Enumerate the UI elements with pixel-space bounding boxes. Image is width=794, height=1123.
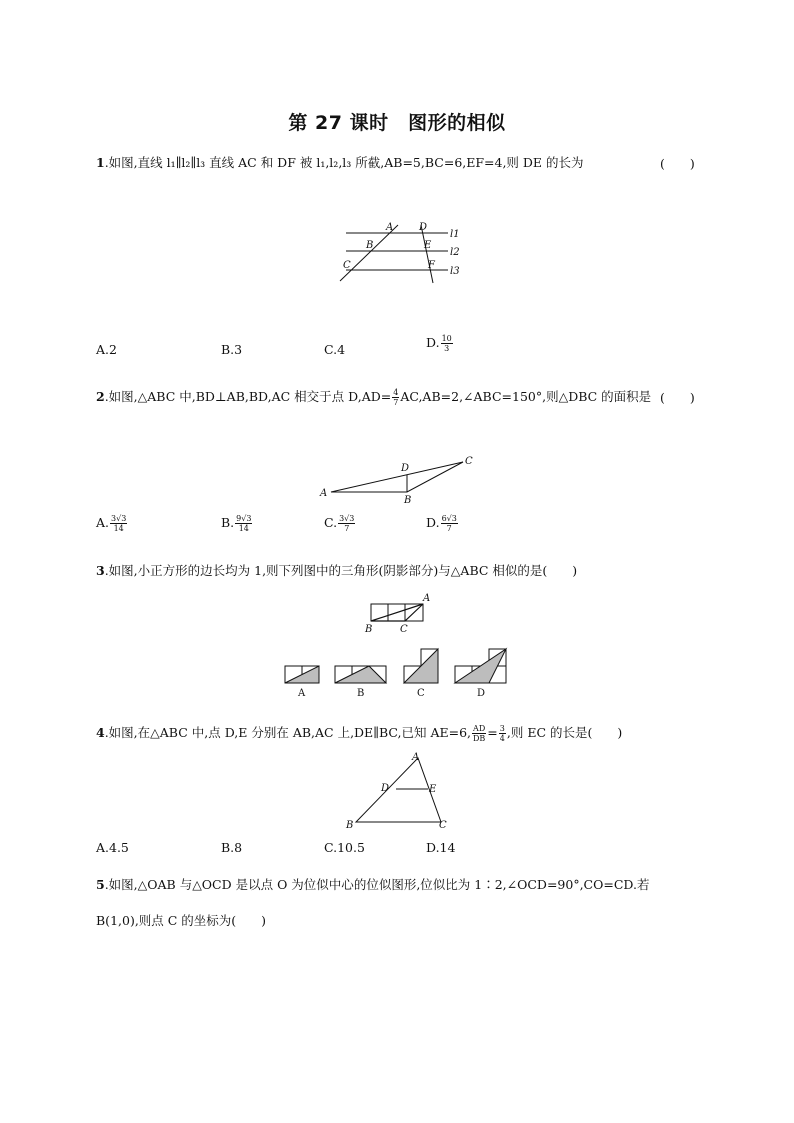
label-option-a: A bbox=[298, 688, 306, 699]
option-prefix: C. bbox=[324, 515, 338, 530]
question-3 bbox=[96, 562, 577, 580]
question-text: .如图,小正方形的边长均为 1,则下列图中的三角形(阴影部分)与△ABC 相似的是( ) bbox=[104, 563, 578, 578]
figure-triangle-abc bbox=[315, 452, 480, 504]
option-b: B.8 bbox=[221, 840, 243, 855]
frac-numerator: 10 bbox=[441, 334, 452, 343]
frac-numerator: 4 bbox=[393, 388, 399, 397]
frac-numerator: 9√3 bbox=[236, 514, 252, 523]
q3-option-d bbox=[455, 649, 506, 699]
option-a bbox=[96, 514, 128, 533]
frac-numerator: 6√3 bbox=[441, 514, 457, 523]
question-text: .如图,在△ABC 中,点 D,E 分别在 AB,AC 上,DE∥BC,已知 AE=6, bbox=[104, 725, 471, 740]
option-c: C.10.5 bbox=[324, 840, 365, 855]
option-d: D.14 bbox=[426, 840, 456, 855]
label-a: A bbox=[386, 222, 394, 233]
label-e: E bbox=[424, 240, 432, 251]
label-d: D bbox=[381, 783, 390, 794]
line-df bbox=[421, 225, 433, 283]
option-d bbox=[426, 334, 454, 353]
option-d bbox=[426, 514, 459, 533]
option-prefix: B. bbox=[221, 515, 235, 530]
equals-sign: = bbox=[487, 725, 498, 740]
option-prefix: D. bbox=[426, 515, 440, 530]
label-option-d: D bbox=[477, 688, 486, 699]
question-number: 5 bbox=[96, 877, 105, 892]
figure-triangle-de-bc bbox=[340, 752, 455, 832]
label-a: A bbox=[320, 488, 328, 499]
triangle-abc bbox=[371, 604, 423, 621]
label-b: B bbox=[365, 624, 373, 635]
q3-option-b bbox=[335, 666, 386, 699]
label-a: A bbox=[423, 593, 431, 604]
label-c: C bbox=[439, 820, 447, 831]
question-4 bbox=[96, 724, 622, 743]
label-b: B bbox=[346, 820, 354, 831]
frac-denominator: 7 bbox=[393, 398, 399, 407]
label-c: C bbox=[343, 260, 351, 271]
figure-grid-abc bbox=[360, 590, 440, 636]
frac-numerator: 3√3 bbox=[339, 514, 355, 523]
question-number: 2 bbox=[96, 389, 105, 404]
question-5-line-2: B(1,0),则点 C 的坐标为( ) bbox=[96, 913, 267, 928]
option-b bbox=[221, 514, 253, 533]
option-a: A.4.5 bbox=[96, 840, 129, 855]
answer-bracket: ( ) bbox=[660, 390, 695, 405]
frac-denominator: 7 bbox=[446, 524, 452, 533]
label-option-b: B bbox=[357, 688, 365, 699]
label-a: A bbox=[412, 752, 420, 763]
frac-numerator: 3√3 bbox=[111, 514, 127, 523]
label-d: D bbox=[419, 222, 428, 233]
frac-numerator: 3 bbox=[499, 724, 505, 733]
frac-denominator: 3 bbox=[444, 344, 450, 353]
question-text-cont: AC,AB=2,∠ABC=150°,则△DBC 的面积是 bbox=[400, 389, 652, 404]
frac-denominator: DB bbox=[473, 734, 486, 743]
frac-denominator: 4 bbox=[499, 734, 505, 743]
question-text: .如图,△OAB 与△OCD 是以点 O 为位似中心的位似图形,位似比为 1∶2,∠OCD=90°,CO=CD.若 bbox=[104, 877, 650, 892]
label-l2: l2 bbox=[450, 247, 460, 258]
answer-bracket: ( ) bbox=[660, 156, 695, 171]
option-b: B.3 bbox=[221, 342, 243, 357]
question-number: 1 bbox=[96, 155, 105, 170]
figure-parallel-lines bbox=[330, 218, 470, 290]
frac-denominator: 14 bbox=[238, 524, 249, 533]
question-text: .如图,直线 l₁∥l₂∥l₃ 直线 AC 和 DF 被 l₁,l₂,l₃ 所截,AB=5,BC=6,EF=4,则 DE 的长为 bbox=[104, 155, 584, 170]
frac-denominator: 7 bbox=[344, 524, 350, 533]
label-d: D bbox=[401, 463, 410, 474]
option-prefix: A. bbox=[96, 515, 110, 530]
label-option-c: C bbox=[417, 688, 425, 699]
option-c: C.4 bbox=[324, 342, 346, 357]
question-number: 4 bbox=[96, 725, 105, 740]
question-number: 3 bbox=[96, 563, 105, 578]
option-a: A.2 bbox=[96, 342, 117, 357]
question-2 bbox=[96, 388, 651, 407]
question-text: .如图,△ABC 中,BD⊥AB,BD,AC 相交于点 D,AD= bbox=[104, 389, 392, 404]
triangle-abc bbox=[331, 462, 463, 492]
q3-option-c bbox=[404, 649, 438, 699]
label-l1: l1 bbox=[450, 229, 460, 240]
figure-q3-options bbox=[280, 646, 520, 700]
label-e: E bbox=[429, 784, 437, 795]
label-f: F bbox=[428, 260, 435, 271]
question-text-cont: ,则 EC 的长是( ) bbox=[506, 725, 623, 740]
q3-option-a bbox=[285, 666, 319, 699]
option-c bbox=[324, 514, 356, 533]
label-b: B bbox=[366, 240, 374, 251]
label-c: C bbox=[465, 456, 473, 467]
question-1 bbox=[96, 154, 584, 172]
option-prefix: D. bbox=[426, 335, 440, 350]
question-5 bbox=[96, 876, 649, 894]
frac-denominator: 14 bbox=[113, 524, 124, 533]
label-l3: l3 bbox=[450, 266, 460, 277]
frac-numerator: AD bbox=[473, 724, 486, 733]
label-c: C bbox=[400, 624, 408, 635]
page-title: 第 27 课时 图形的相似 bbox=[288, 112, 506, 134]
label-b: B bbox=[404, 495, 412, 504]
